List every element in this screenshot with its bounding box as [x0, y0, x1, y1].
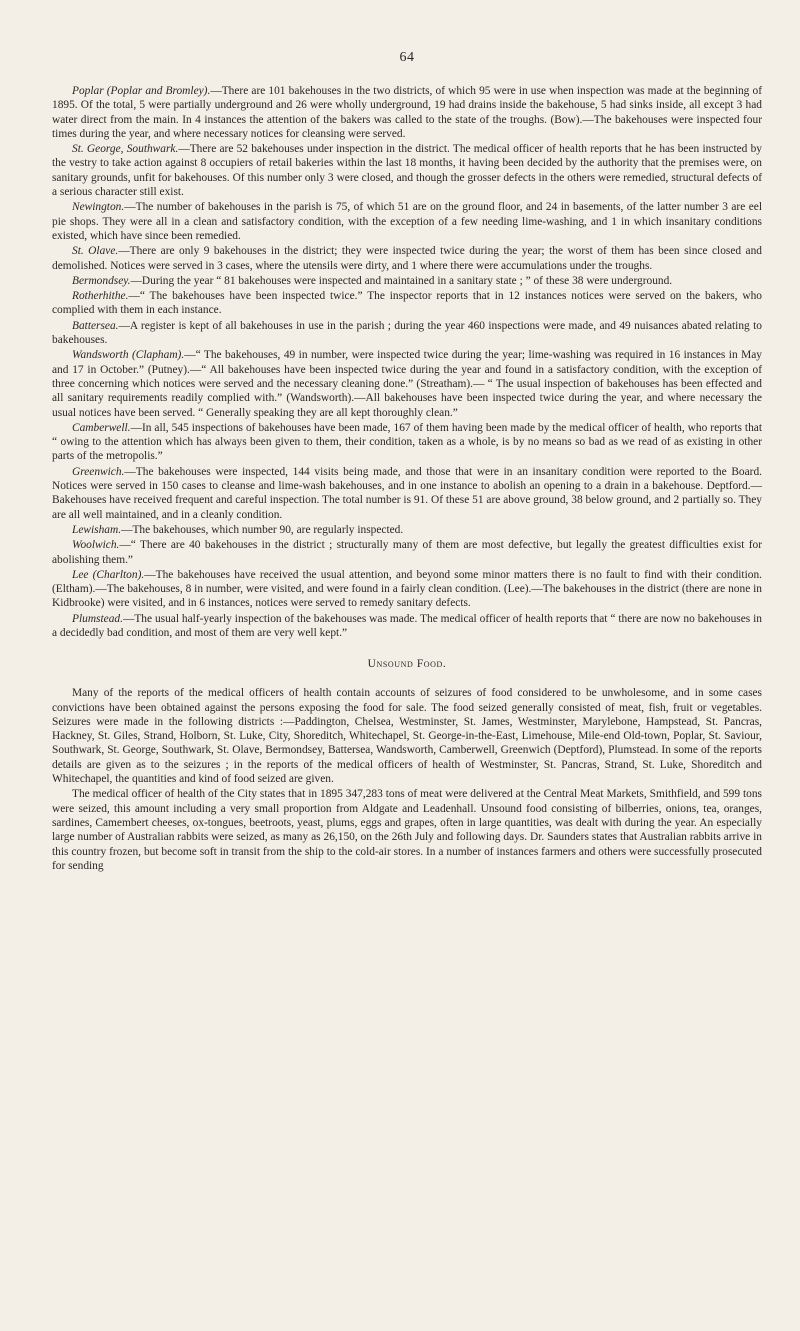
- page-number: 64: [399, 50, 415, 65]
- district-text: —The bakehouses have received the usual attention, and beyond some minor matters there is no fault to find with their condition. (Eltham).—The bakehouses, 8 in number, were visited, and were found in a fairly clean condition. (Lee).—The bakehouses in the district (there are none in Kidbrooke) were visited, and in 6 instances, notices were served to remedy sanitary defects.: [52, 568, 762, 610]
- district-paragraph: [52, 523, 762, 537]
- district-text: —The usual half-yearly inspection of the bakehouses was made. The medical officer of health reports that “ there are now no bakehouses in a decidedly bad condition, and most of them are very well kept.”: [52, 612, 762, 639]
- district-paragraph: [52, 465, 762, 522]
- district-name: Rotherhithe.: [72, 290, 129, 303]
- district-name: Lee (Charlton).: [72, 568, 145, 581]
- document-page: [52, 50, 762, 874]
- district-name: Battersea.: [72, 319, 119, 332]
- district-text: —There are only 9 bakehouses in the district; they were inspected twice during the year; the worst of them has been since closed and demolished. Notices were served in 3 cases, where the utensils were dirty, and 1 where there were accumulations under the troughs.: [52, 245, 762, 272]
- district-text: —“ The bakehouses, 49 in number, were inspected twice during the year; lime-washing was required in 16 instances in May and 17 in October.” (Putney).—“ All bakehouses have been inspected twice during the year and found in a satisfactory condition, with the exception of three concerning which notices were served and the necessary cleaning done.” (Streatham).— “ The usual inspection of bakehouses has been effected and all sanitary requirements readily complied with.” (Wandsworth).—All bakehouses have been inspected twice during the year, and where necessary the usual notices have been served. “ Generally speaking they are all kept thoroughly clean.”: [52, 349, 762, 419]
- district-text: —There are 52 bakehouses under inspection in the district. The medical officer of health reports that he has been instructed by the vestry to take action against 8 occupiers of retail bakeries within the last 18 months, it having been decided by the authority that the premises were, on sanitary grounds, unfit for bakehouses. Of this number only 3 were closed, and though the grosser defects in the others were remedied, structural defects of a serious character still exist.: [52, 143, 762, 199]
- district-text: —During the year “ 81 bakehouses were inspected and maintained in a sanitary state ; ” of these 38 were underground.: [130, 274, 673, 287]
- district-name: Wandsworth (Clapham).: [72, 349, 185, 362]
- district-paragraph: [52, 538, 762, 567]
- bakehouse-reports: [52, 84, 762, 640]
- district-text: —In all, 545 inspections of bakehouses have been made, 167 of them having been made by the medical officer of health, who reports that “ owing to the attention which has always been given to them, their condition, taken as a whole, is by no means so bad as we read of as existing in other parts of the metropolis.”: [52, 421, 762, 463]
- district-name: Lewisham.: [72, 523, 122, 536]
- district-paragraph: [52, 84, 762, 141]
- body-paragraph: Many of the reports of the medical officers of health contain accounts of seizures of food considered to be unwholesome, and in some cases convictions have been obtained against the persons exposing the food for sale. The food seized generally consisted of meat, fish, fruit or vegetables. Seizures were made in the following districts :—Paddington, Chelsea, Westminster, St. James, Westminster, Marylebone, Hampstead, St. Pancras, Hackney, St. Giles, Strand, Holborn, St. Luke, City, Shoreditch, Whitechapel, St. George-in-the-East, Limehouse, Mile-end Old-town, Poplar, St. Saviour, Southwark, St. George, Southwark, St. Olave, Bermondsey, Battersea, Wandsworth, Camberwell, Greenwich (Deptford), Plumstead. In some of the reports details are given as to the seizures ; in the reports of the medical officers of health of Westminster, St. Pancras, Strand, St. Luke, Shoreditch and Whitechapel, the quantities and kind of food seized are given.: [52, 687, 762, 786]
- district-paragraph: [52, 348, 762, 419]
- body-paragraph: The medical officer of health of the City states that in 1895 347,283 tons of meat were delivered at the Central Meat Markets, Smithfield, and 599 tons were seized, this amount including a very small proportion from Aldgate and Leadenhall. Unsound food consisting of bilberries, onions, tea, oranges, sardines, Camembert cheeses, ox-tongues, beetroots, yeast, plums, eggs and grapes, often in large quantities, was dealt with during the year. An especially large number of Australian rabbits were seized, as many as 26,150, on the 26th July and following days. Dr. Saunders states that Australian rabbits arrive in this country frozen, but become soft in transit from the ship to the cold-air stores. In a number of instances farmers and others were successfully prosecuted for sending: [52, 788, 762, 872]
- district-text: —The bakehouses were inspected, 144 visits being made, and those that were in an insanitary condition were reported to the Board. Notices were served in 150 cases to cleanse and lime-wash bakehouses, and in one instance to abolish an opening to a drain in a bakehouse. Deptford.— Bakehouses have received frequent and careful inspection. The total number is 91. Of these 51 are above ground, 38 below ground, and 2 partially so. They are all well maintained, and in a cleanly condition.: [52, 465, 762, 521]
- district-name: St. Olave.: [72, 245, 119, 258]
- district-text: —A register is kept of all bakehouses in use in the parish ; during the year 460 inspections were made, and 49 nuisances abated relating to bakehouses.: [52, 319, 762, 347]
- unsound-food-section: [52, 686, 762, 873]
- district-text: —There are 101 bakehouses in the two districts, of which 95 were in use when inspection was made at the beginning of 1895. Of the total, 5 were partially underground and 26 were wholly underground, 19 had drains inside the bakehouse, 5 had sinks inside, all except 3 had water direct from the main. In 4 instances the attention of the bakers was called to the state of the troughs. (Bow).—The bakehouses were inspected four times during the year, and where necessary notices for cleansing were served.: [52, 85, 762, 140]
- district-text: —“ There are 40 bakehouses in the district ; structurally many of them are most defective, but legally the greatest difficulties exist for abolishing them.”: [52, 539, 762, 566]
- district-paragraph: [52, 244, 762, 273]
- district-text: —“ The bakehouses have been inspected twice.” The inspector reports that in 12 instances notices were served on the bakers, who complied with them in each instance.: [52, 290, 762, 317]
- district-paragraph: [52, 200, 762, 243]
- district-paragraph: [52, 319, 762, 348]
- district-name: Poplar (Poplar and Bromley).: [72, 85, 211, 97]
- district-name: Greenwich.: [72, 465, 125, 478]
- district-paragraph: [52, 421, 762, 464]
- district-paragraph: [52, 274, 762, 288]
- section-heading: Unsound Food.: [367, 658, 447, 671]
- district-name: Plumstead.: [72, 612, 123, 625]
- district-paragraph: [52, 289, 762, 318]
- district-name: Camberwell.: [72, 421, 131, 434]
- district-text: —The bakehouses, which number 90, are regularly inspected.: [121, 523, 404, 536]
- district-name: Newington.: [72, 201, 125, 214]
- district-text: —The number of bakehouses in the parish is 75, of which 51 are on the ground floor, and 24 in basements, of the latter number 3 are eel pie shops. They were all in a clean and satisfactory condition, with the exception of a few needing lime-washing, and 1 in which insanitary conditions existed, which have since been remedied.: [52, 201, 762, 242]
- district-name: Bermondsey.: [72, 274, 131, 287]
- district-paragraph: [52, 612, 762, 641]
- district-name: St. George, Southwark.: [72, 143, 179, 156]
- district-paragraph: [52, 142, 762, 199]
- district-paragraph: [52, 568, 762, 611]
- district-name: Woolwich.: [72, 539, 120, 552]
